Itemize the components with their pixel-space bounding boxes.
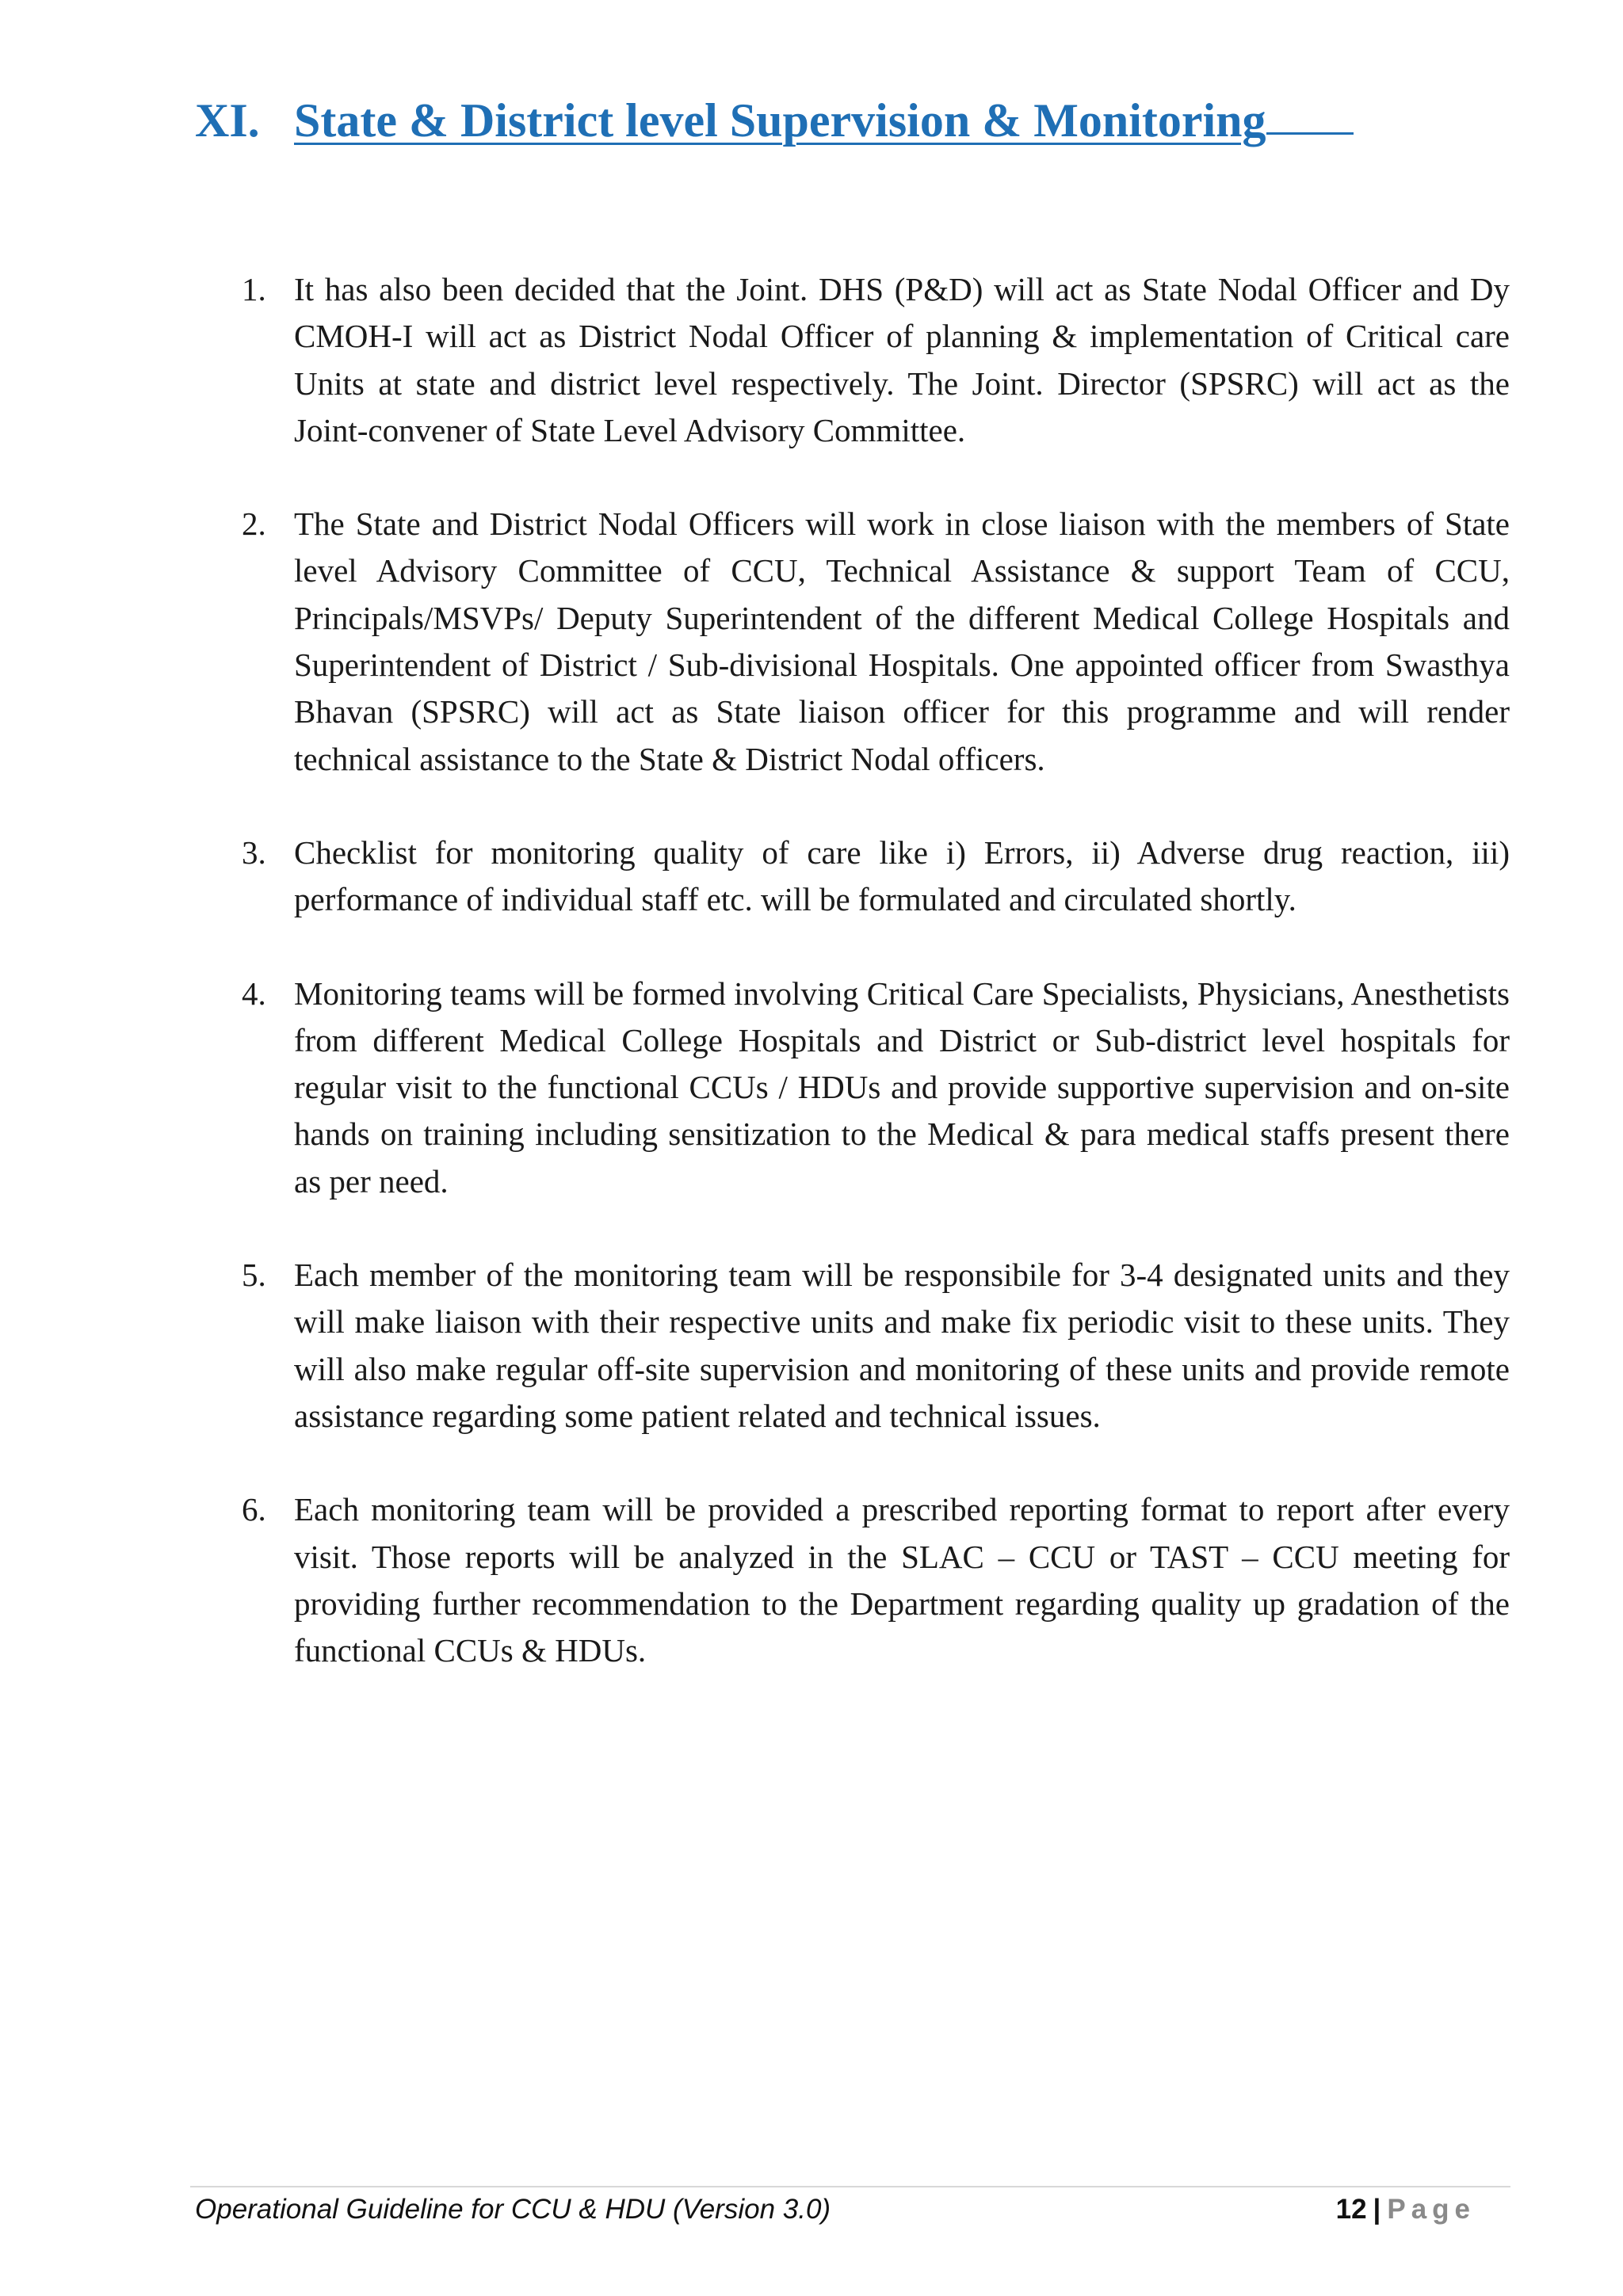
list-item [242, 1486, 1510, 1674]
page-label: Page [1387, 2194, 1476, 2225]
list-item [242, 1252, 1510, 1440]
list-item-number: 3. [242, 833, 266, 871]
list-item-text: It has also been decided that the Joint. DHS (P&D) will act as State Nodal Officer and Dy CMOH-I will act as District Nodal Officer of planning & implementation of Critical care Units at state and district level respectively. The Joint. Director (SPSRC) will act as the Joint-convener of State Level Advisory Committee. [294, 271, 1510, 448]
footer-document-title: Operational Guideline for CCU & HDU (Version 3.0) [195, 2194, 831, 2225]
section-heading [195, 89, 1479, 152]
list-item-number: 2. [242, 505, 266, 543]
list-item-number: 6. [242, 1491, 266, 1528]
list-item [242, 266, 1510, 454]
section-title: State & District level Supervision & Monitoring [294, 94, 1266, 147]
list-item [242, 971, 1510, 1205]
list-item-number: 4. [242, 974, 266, 1012]
list-item-text: Each monitoring team will be provided a prescribed reporting format to report after every visit. Those reports will be analyzed in the SLAC – CCU or TAST – CCU meeting for providing further recommendation to the Department regarding quality up gradation of the functional CCUs & HDUs. [294, 1491, 1510, 1669]
list-item [242, 501, 1510, 783]
footer-page-indicator [1336, 2188, 1476, 2231]
guideline-list [242, 266, 1510, 1721]
heading-underline-tail [1266, 132, 1354, 135]
section-number: XI. [195, 94, 260, 147]
list-item-text: Each member of the monitoring team will be responsibile for 3-4 designated units and they will make liaison with their respective units and make fix periodic visit to these units. They will also make regular off-site supervision and monitoring of these units and provide remote assistance regarding some patient related and technical issues. [294, 1257, 1510, 1434]
list-item-number: 5. [242, 1257, 266, 1294]
page-number: 12 [1335, 2194, 1367, 2225]
page-separator: | [1373, 2194, 1381, 2225]
list-item-text: Checklist for monitoring quality of care like i) Errors, ii) Adverse drug reaction, iii) performance of individual staff etc. will be formulated and circulated shortly. [294, 833, 1510, 918]
list-item-number: 1. [242, 271, 266, 307]
list-item [242, 830, 1510, 924]
list-item-text: The State and District Nodal Officers will work in close liaison with the members of State level Advisory Committee of CCU, Technical Assistance & support Team of CCU, Principals/MSVPs/ Deputy Superintendent of the different Medical College Hospitals and Superintendent of District / Sub-divisional Hospitals. One appointed officer from Swasthya Bhavan (SPSRC) will act as State liaison officer for this programme and will render technical assistance to the State & District Nodal officers. [294, 505, 1510, 777]
list-item-text: Monitoring teams will be formed involving Critical Care Specialists, Physicians, Anesthetists from different Medical College Hospitals and District or Sub-district level hospitals for regular visit to the functional CCUs / HDUs and provide supportive supervision and on-site hands on training including sensitization to the Medical & para medical staffs present there as per need. [294, 974, 1510, 1199]
footer-divider [190, 2186, 1510, 2187]
